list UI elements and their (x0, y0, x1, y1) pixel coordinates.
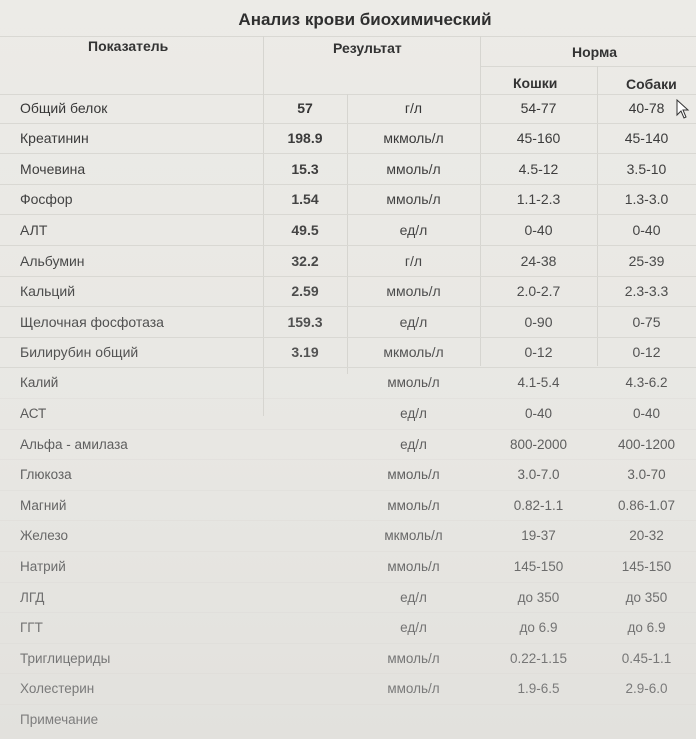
row-norm-dogs: 3.5-10 (626, 160, 667, 177)
row-norm-dogs: 45-140 (624, 130, 669, 147)
row-norm-dogs: до 350 (625, 589, 668, 605)
row-norm-cats: 19-37 (521, 528, 556, 544)
row-norm-dogs: 0.86-1.07 (617, 497, 676, 513)
table-row (0, 367, 696, 398)
table-row (0, 582, 696, 613)
row-norm-dogs: 4.3-6.2 (625, 375, 668, 391)
row-norm-cats: 2.0-2.7 (516, 283, 561, 300)
row-norm-dogs: 400-1200 (617, 436, 676, 452)
header-cats: Кошки (513, 75, 558, 91)
row-norm-dogs: 2.9-6.0 (625, 681, 668, 697)
row-unit: ммоль/л (387, 681, 440, 697)
row-unit: ммоль/л (386, 283, 441, 300)
row-norm-cats: 1.1-2.3 (516, 191, 561, 208)
row-value: 49.5 (291, 221, 319, 238)
table-row (0, 306, 696, 337)
table-row (0, 245, 696, 276)
row-name: Натрий (20, 559, 66, 574)
header-norm: Норма (572, 44, 617, 60)
row-value: 57 (297, 99, 313, 116)
row-name: Общий белок (20, 99, 108, 116)
row-norm-cats: 0-90 (524, 313, 553, 330)
table-row (0, 459, 696, 490)
row-norm-cats: 145-150 (513, 559, 564, 574)
row-norm-cats: 0.22-1.15 (509, 650, 568, 666)
row-value: 15.3 (291, 160, 319, 177)
row-unit: мкмоль/л (383, 130, 444, 147)
table-row (0, 673, 696, 704)
row-name: Магний (20, 497, 67, 513)
row-name: Калий (20, 375, 59, 391)
table-row (0, 337, 696, 368)
row-norm-cats: 4.1-5.4 (517, 375, 560, 391)
row-value: 32.2 (291, 252, 319, 269)
row-value: 1.54 (291, 191, 319, 208)
header-indicator: Показатель (88, 38, 169, 54)
row-unit: ед/л (400, 406, 427, 421)
row-norm-cats: 1.9-6.5 (517, 681, 560, 697)
row-unit: ммоль/л (386, 191, 441, 208)
row-unit: мкмоль/л (384, 528, 443, 544)
row-norm-cats: до 350 (517, 589, 560, 605)
row-norm-cats: 0.82-1.1 (513, 497, 564, 513)
table-row (0, 398, 696, 429)
table-row (0, 490, 696, 521)
row-value: 3.19 (291, 344, 319, 361)
row-norm-cats: 45-160 (516, 130, 561, 147)
row-name: Альбумин (20, 252, 85, 269)
row-name: Кальций (20, 283, 76, 300)
divider (480, 66, 696, 67)
row-name: Фосфор (20, 191, 73, 208)
row-name: Глюкоза (20, 467, 72, 483)
row-name: ГГТ (20, 620, 43, 636)
row-name: Альфа - амилаза (20, 436, 128, 452)
row-norm-cats: 0-12 (524, 344, 553, 361)
row-norm-dogs: 0-75 (632, 313, 661, 330)
row-norm-dogs: 2.3-3.3 (624, 283, 669, 300)
row-norm-dogs: 3.0-70 (627, 467, 666, 483)
row-unit: мкмоль/л (383, 344, 444, 361)
row-unit: ед/л (400, 436, 427, 452)
table-row (0, 551, 696, 582)
row-norm-cats: до 6.9 (519, 620, 558, 636)
table-row (0, 184, 696, 215)
row-unit: ммоль/л (387, 497, 440, 513)
table-row (0, 429, 696, 460)
row-name: Креатинин (20, 130, 89, 147)
row-norm-dogs: 0.45-1.1 (621, 650, 672, 666)
row-name: Железо (20, 528, 68, 544)
row-norm-cats: 0-40 (524, 406, 553, 421)
row-unit: ммоль/л (387, 650, 440, 666)
row-norm-dogs: 145-150 (621, 559, 672, 574)
row-norm-dogs: 1.3-3.0 (624, 191, 669, 208)
divider (0, 36, 696, 37)
row-name: Холестерин (20, 681, 95, 697)
row-norm-cats: 3.0-7.0 (517, 467, 560, 483)
table-row (0, 92, 696, 123)
document-title: Анализ крови биохимический (238, 10, 492, 29)
row-norm-cats: 54-77 (520, 99, 557, 116)
mouse-pointer-icon (676, 99, 690, 119)
row-value: 2.59 (291, 283, 319, 300)
row-name: Мочевина (20, 160, 86, 177)
header-dogs: Собаки (626, 76, 677, 92)
table-row (0, 520, 696, 551)
row-unit: г/л (404, 252, 423, 269)
row-norm-cats: 24-38 (520, 252, 557, 269)
table-row (0, 704, 696, 735)
row-unit: ммоль/л (387, 559, 440, 574)
row-norm-cats: 4.5-12 (518, 160, 559, 177)
row-name: АЛТ (20, 221, 48, 238)
row-name: Примечание (20, 712, 99, 727)
row-norm-dogs: 25-39 (628, 252, 665, 269)
row-norm-dogs: 0-12 (632, 344, 661, 361)
row-name: Билирубин общий (20, 344, 139, 361)
row-unit: г/л (404, 99, 423, 116)
row-norm-cats: 0-40 (524, 221, 553, 238)
row-norm-cats: 800-2000 (509, 436, 568, 452)
row-unit: ммоль/л (387, 467, 440, 483)
row-unit: ед/л (400, 620, 427, 636)
row-unit: ммоль/л (386, 160, 441, 177)
row-norm-dogs: 40-78 (628, 99, 665, 116)
row-value: 198.9 (287, 130, 323, 147)
row-value: 159.3 (287, 313, 323, 330)
row-name: ЛГД (20, 589, 45, 605)
row-unit: ммоль/л (387, 375, 440, 391)
table-row (0, 643, 696, 674)
row-norm-dogs: 0-40 (632, 406, 661, 421)
row-norm-dogs: 0-40 (632, 221, 661, 238)
row-name: АСТ (20, 406, 47, 421)
table-row (0, 153, 696, 184)
table-row (0, 214, 696, 245)
table-row (0, 612, 696, 643)
table-row (0, 123, 696, 154)
row-unit: ед/л (400, 589, 427, 605)
table-row (0, 276, 696, 307)
row-norm-dogs: 20-32 (629, 528, 664, 544)
row-name: Щелочная фосфотаза (20, 313, 164, 330)
header-result: Результат (333, 40, 402, 56)
row-norm-dogs: до 6.9 (627, 620, 666, 636)
row-unit: ед/л (399, 221, 428, 238)
row-unit: ед/л (399, 313, 428, 330)
row-name: Триглицериды (20, 650, 111, 666)
